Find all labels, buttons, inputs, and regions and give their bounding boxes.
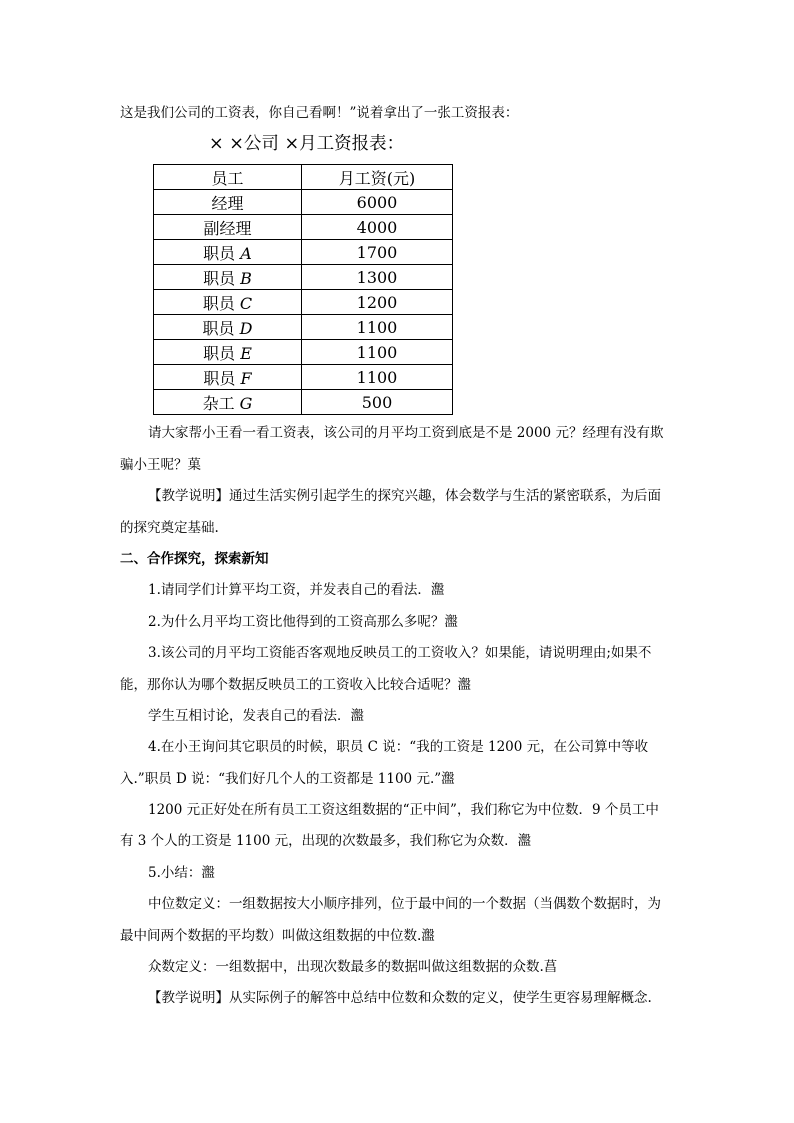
employee-name: 职员 [202,293,240,313]
employee-name: 职员 [203,243,241,263]
employee-name: 职员 [202,318,240,338]
table-header-row [154,165,453,190]
column-header-employee: 员工 [154,165,302,190]
employee-letter: D [239,318,253,338]
table-title: × ×公司 ×月工资报表： [209,134,405,154]
teaching-note-line2: 的探究奠定基础. [120,520,219,536]
question-2: 2.为什么月平均工资比他得到的工资高那么多呢？瀊 [148,614,458,630]
question-1: 1.请同学们计算平均工资，并发表自己的看法．瀊 [148,582,445,598]
table-row [154,390,453,415]
median-definition-line1: 中位数定义：一组数据按大小顺序排列，位于最中间的一个数据（当偶数个数据时，为 [148,896,661,912]
question-4-line2: 入.”职员 D 说：“我们好几个人的工资都是 1100 元.”瀊 [120,771,455,787]
employee-name: 经理 [211,193,244,213]
table-row [154,240,453,265]
employee-letter: E [240,343,252,363]
question-3-line2: 能，那你认为哪个数据反映员工的工资收入比较合适呢？瀊 [120,677,471,693]
median-definition-line2: 最中间两个数据的平均数）叫做这组数据的中位数.瀊 [120,928,435,944]
summary-label: 5.小结：瀊 [148,865,215,881]
employee-letter: A [240,243,252,263]
employee-cell [154,365,302,390]
employee-cell [154,265,302,290]
employee-name: 职员 [203,368,241,388]
table-row [154,265,453,290]
question-4-line1: 4.在小王询问其它职员的时候，职员 C 说：“我的工资是 1200 元，在公司算中等收 [148,739,649,755]
employee-name: 副经理 [203,218,252,238]
wage-cell: 1300 [302,265,453,290]
wage-cell: 1100 [302,365,453,390]
employee-name: 职员 [203,343,241,363]
employee-cell [154,190,302,215]
explanation-line1: 1200 元正好处在所有员工工资这组数据的“正中间”，我们称它为中位数．9 个员工中 [148,802,659,818]
explanation-line2: 有 3 个人的工资是 1100 元，出现的次数最多，我们称它为众数．瀊 [120,833,532,849]
wage-cell: 6000 [302,190,453,215]
employee-name: 杂工 [202,393,240,413]
employee-cell [154,390,302,415]
wage-cell: 1200 [302,290,453,315]
employee-cell [154,290,302,315]
teaching-note-line1: 【教学说明】通过生活实例引起学生的探究兴趣，体会数学与生活的紧密联系，为后面 [148,488,661,504]
employee-cell [154,340,302,365]
employee-name: 职员 [203,268,241,288]
column-header-wage: 月工资(元) [302,165,453,190]
wage-cell: 500 [302,390,453,415]
table-row [154,215,453,240]
section-heading: 二、合作探究，探索新知 [120,551,269,567]
employee-letter: G [239,393,253,413]
employee-cell [154,215,302,240]
paragraph-question-line1: 请大家帮小王看一看工资表，该公司的月平均工资到底是不是 2000 元？经理有没有欺 [148,425,664,441]
table-row [154,290,453,315]
discussion-line: 学生互相讨论，发表自己的看法．瀊 [148,708,364,724]
table-row [154,190,453,215]
employee-letter: C [239,293,253,313]
table-row [154,365,453,390]
employee-cell [154,240,302,265]
table-row [154,315,453,340]
wage-cell: 1700 [302,240,453,265]
employee-letter: F [240,368,252,388]
question-3-line1: 3.该公司的月平均工资能否客观地反映员工的工资收入？如果能，请说明理由;如果不 [148,645,652,661]
wage-cell: 1100 [302,315,453,340]
employee-letter: B [240,268,252,288]
wage-table [153,164,453,415]
teaching-note-final: 【教学说明】从实际例子的解答中总结中位数和众数的定义，使学生更容易理解概念. [148,990,652,1006]
table-row [154,340,453,365]
wage-cell: 1100 [302,340,453,365]
paragraph-question-line2: 骗小王呢？菓 [120,457,201,473]
intro-line: 这是我们公司的工资表，你自己看啊！”说着拿出了一张工资报表： [120,105,519,121]
employee-cell [154,315,302,340]
wage-cell: 4000 [302,215,453,240]
mode-definition: 众数定义：一组数据中，出现次数最多的数据叫做这组数据的众数.菖 [148,959,558,975]
